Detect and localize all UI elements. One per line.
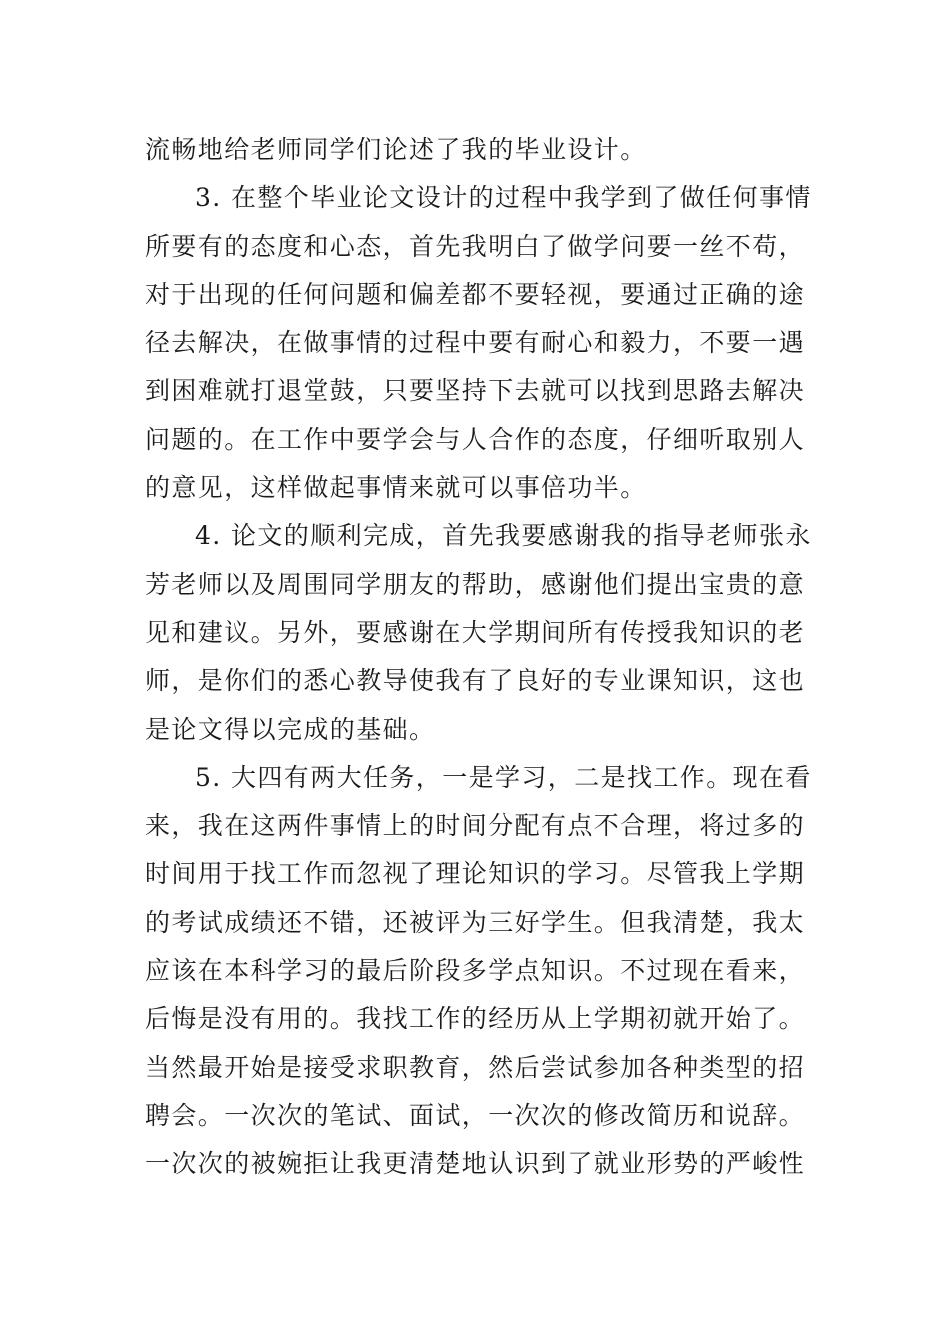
text-line: 来，我在这两件事情上的时间分配有点不合理，将过多的 xyxy=(145,811,806,841)
text-line: 当然最开始是接受求职教育，然后尝试参加各种类型的招 xyxy=(145,1052,806,1082)
body-text xyxy=(145,126,815,1189)
text-line: 时间用于找工作而忽视了理论知识的学习。尽管我上学期 xyxy=(145,859,806,889)
text-line: 径去解决，在做事情的过程中要有耐心和毅力，不要一遇 xyxy=(145,328,806,358)
text-line: 芳老师以及周围同学朋友的帮助，感谢他们提出宝贵的意 xyxy=(145,569,806,599)
text-line: 师，是你们的悉心教导使我有了良好的专业课知识，这也 xyxy=(145,666,806,696)
text-line: 4. 论文的顺利完成，首先我要感谢我的指导老师张永 xyxy=(195,521,812,551)
text-line: 见和建议。另外，要感谢在大学期间所有传授我知识的老 xyxy=(145,617,806,647)
text-line: 对于出现的任何问题和偏差都不要轻视，要通过正确的途 xyxy=(145,279,806,309)
text-line: 应该在本科学习的最后阶段多学点知识。不过现在看来， xyxy=(145,956,806,986)
text-line: 的考试成绩还不错，还被评为三好学生。但我清楚，我太 xyxy=(145,907,806,937)
text-line: 问题的。在工作中要学会与人合作的态度，仔细听取别人 xyxy=(145,424,806,454)
text-line: 的意见，这样做起事情来就可以事倍功半。 xyxy=(145,473,647,503)
text-line: 到困难就打退堂鼓，只要坚持下去就可以找到思路去解决 xyxy=(145,376,806,406)
text-line: 后悔是没有用的。我找工作的经历从上学期初就开始了。 xyxy=(145,1004,806,1034)
text-line: 3. 在整个毕业论文设计的过程中我学到了做任何事情 xyxy=(195,183,812,213)
text-line: 流畅地给老师同学们论述了我的毕业设计。 xyxy=(145,135,647,164)
text-line: 聘会。一次次的笔试、面试，一次次的修改简历和说辞。 xyxy=(145,1100,806,1130)
text-line: 5. 大四有两大任务，一是学习，二是找工作。现在看 xyxy=(195,762,812,792)
text-line: 所要有的态度和心态，首先我明白了做学问要一丝不苟， xyxy=(145,231,806,261)
text-line: 是论文得以完成的基础。 xyxy=(145,714,436,744)
text-line: 一次次的被婉拒让我更清楚地认识到了就业形势的严峻性 xyxy=(145,1149,806,1179)
